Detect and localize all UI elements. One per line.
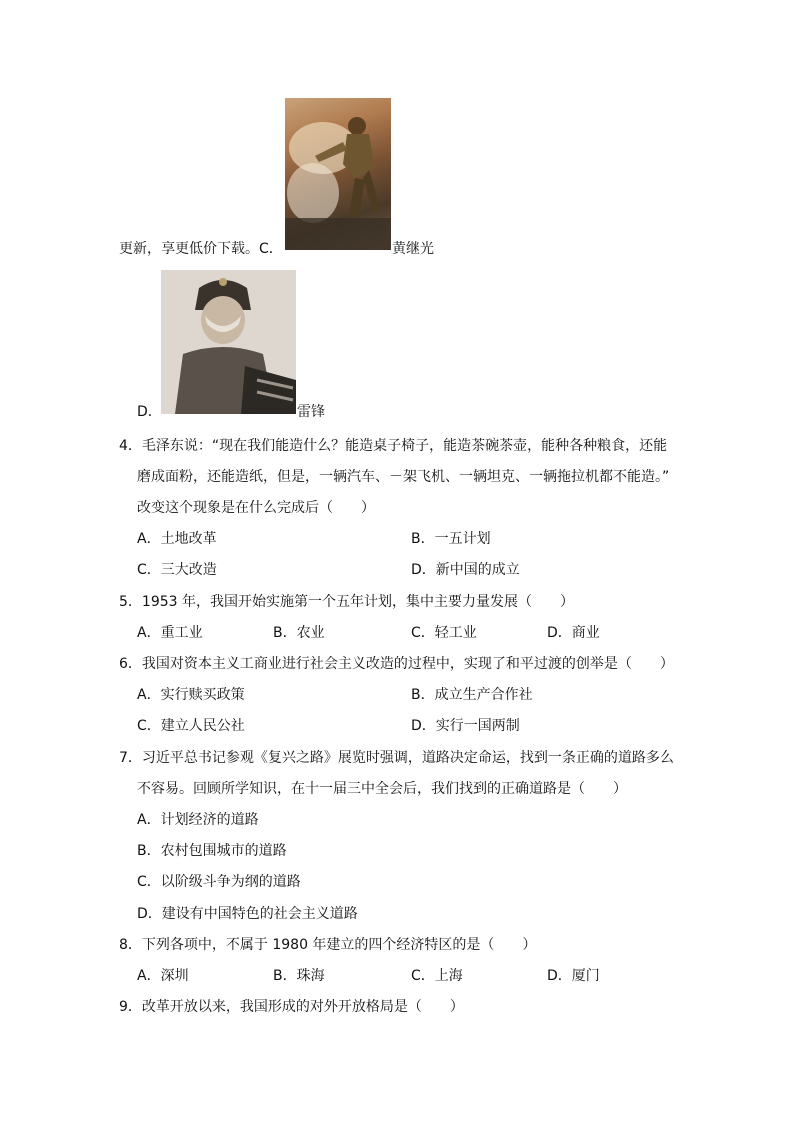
question-5-option-a: A．重工业 (137, 625, 203, 641)
q3-option-d-name: 雷锋 (297, 404, 325, 420)
question-8-option-c: C．上海 (411, 968, 463, 984)
question-4-option-b: B．一五计划 (411, 531, 491, 547)
question-8-option-b: B．珠海 (273, 968, 325, 984)
question-5-option-c: C．轻工业 (411, 625, 477, 641)
question-6-option-c: C．建立人民公社 (137, 718, 245, 734)
question-5-option-d: D．商业 (547, 625, 600, 641)
question-5-stem: 5．1953 年，我国开始实施第一个五年计划，集中主要力量发展（ ） (119, 594, 574, 610)
photo-lei-feng (161, 270, 296, 414)
q3-option-c-prefix: 更新，享更低价下载。C． (119, 241, 283, 257)
question-7-option-d: D．建设有中国特色的社会主义道路 (137, 906, 358, 922)
question-8-option-d: D．厦门 (547, 968, 600, 984)
photo-huang-jiguang (285, 98, 391, 250)
question-8-option-a: A．深圳 (137, 968, 189, 984)
question-9-stem: 9．改革开放以来，我国形成的对外开放格局是（ ） (119, 999, 464, 1015)
question-6-option-d: D．实行一国两制 (411, 718, 520, 734)
question-4-stem-line-2: 磨成面粉，还能造纸，但是，一辆汽车、－架飞机、一辆坦克、一辆拖拉机都不能造。” (137, 469, 670, 485)
question-6-stem: 6．我国对资本主义工商业进行社会主义改造的过程中，实现了和平过渡的创举是（ ） (119, 656, 674, 672)
question-6-option-a: A．实行赎买政策 (137, 687, 245, 703)
question-4-stem-line-1: 4．毛泽东说：“现在我们能造什么？能造桌子椅子，能造茶碗茶壶，能种各种粮食，还能 (119, 438, 668, 454)
question-7-stem-line-1: 7．习近平总书记参观《复兴之路》展览时强调，道路决定命运，找到一条正确的道路多么 (119, 750, 674, 766)
question-5-option-b: B．农业 (273, 625, 325, 641)
question-7-stem-line-2: 不容易。回顾所学知识，在十一届三中全会后，我们找到的正确道路是（ ） (137, 781, 627, 797)
question-4-option-d: D．新中国的成立 (411, 562, 520, 578)
question-8-stem: 8．下列各项中，不属于 1980 年建立的四个经济特区的是（ ） (119, 937, 537, 953)
question-4-option-c: C．三大改造 (137, 562, 217, 578)
q3-option-d-label: D． (137, 404, 162, 420)
question-7-option-c: C．以阶级斗争为纲的道路 (137, 874, 301, 890)
question-7-option-a: A．计划经济的道路 (137, 812, 259, 828)
question-7-option-b: B．农村包围城市的道路 (137, 843, 287, 859)
question-4-option-a: A．土地改革 (137, 531, 217, 547)
q3-option-c-name: 黄继光 (392, 241, 434, 257)
question-4-stem-line-3: 改变这个现象是在什么完成后（ ） (137, 500, 375, 516)
question-6-option-b: B．成立生产合作社 (411, 687, 533, 703)
